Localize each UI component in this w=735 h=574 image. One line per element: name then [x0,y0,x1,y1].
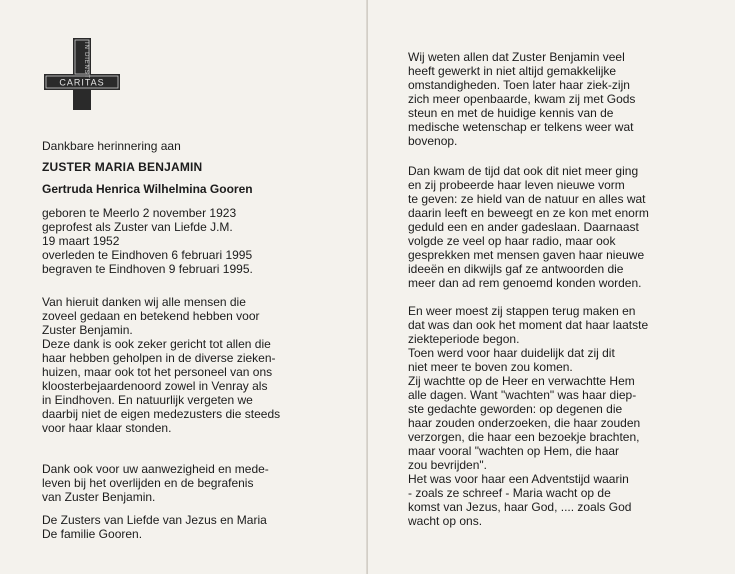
emblem-label: CARITAS [59,77,105,88]
life-dates: geboren te Meerlo 2 november 1923 geprofest als Zuster van Liefde J.M. 19 maart 1952 overleden te Eindhoven 6 februari 1995 begraven te Eindhoven 9 februari 1995. [42,206,253,276]
paragraph-nature: Dan kwam de tijd dat ook dit niet meer ging en zij probeerde haar leven nieuwe vorm te geven: ze hield van de natuur en alles wat daarin leeft en beweegt en ze kon met enorm geduld een en ander gadeslaan. Daarnaast volgde ze veel op haar radio, maar ook gesprekken met mensen gaven haar nieuwe ideeën en dikwijls gaf ze antwoorden die meer dan ad rem genoemd konden worden. [408,164,649,290]
deceased-name: ZUSTER MARIA BENJAMIN [42,160,203,174]
deceased-full-name: Gertruda Henrica Wilhelmina Gooren [42,182,253,196]
paragraph-work: Wij weten allen dat Zuster Benjamin veel heeft gewerkt in niet altijd gemakkelijke omstandigheden. Toen later haar ziek-zijn zich meer openbaarde, kwam zij met Gods steun en met de huidige kennis van de medische wetenschap er telkens weer wat bovenop. [408,50,636,148]
emblem-vertical-label: IN DIENST [83,42,89,79]
attendance-paragraph: Dank ook voor uw aanwezigheid en mede- leven bij het overlijden en de begrafenis van Zuster Benjamin. [42,462,269,504]
paragraph-waiting: En weer moest zij stappen terug maken en dat was dan ook het moment dat haar laatste ziekteperiode begon. Toen werd voor haar duidelijk dat zij dit niet meer te boven zou komen. Zij wachtte op de Heer en verwachtte Hem alle dagen. Want "wachten" was haar diep- ste gedachte geworden: op degenen die haar zouden onderzoeken, die haar zouden verzorgen, die haar een bezoekje brachten, maar vooral "wachten op Hem, die haar zou bevrijden". Het was voor haar een Adventstijd waarin - zoals ze schreef - Maria wacht op de komst van Jezus, haar God, .... zoals God wacht op ons. [408,304,649,528]
signature-paragraph: De Zusters van Liefde van Jezus en Maria De familie Gooren. [42,513,267,541]
right-page [368,0,735,574]
thanks-paragraph: Van hieruit danken wij alle mensen die zoveel gedaan en betekend hebben voor Zuster Benjamin. Deze dank is ook zeker gericht tot allen die haar hebben geholpen in de diverse zieken- huizen, maar ook tot het personeel van ons kloosterbejaardenoord zowel in Venray als in Eindhoven. En natuurlijk vergeten we daarbij niet de eigen medezusters die steeds voor haar klaar stonden. [42,295,281,435]
intro-line: Dankbare herinnering aan [42,139,181,153]
left-page [0,0,367,574]
caritas-cross-emblem [44,38,120,110]
